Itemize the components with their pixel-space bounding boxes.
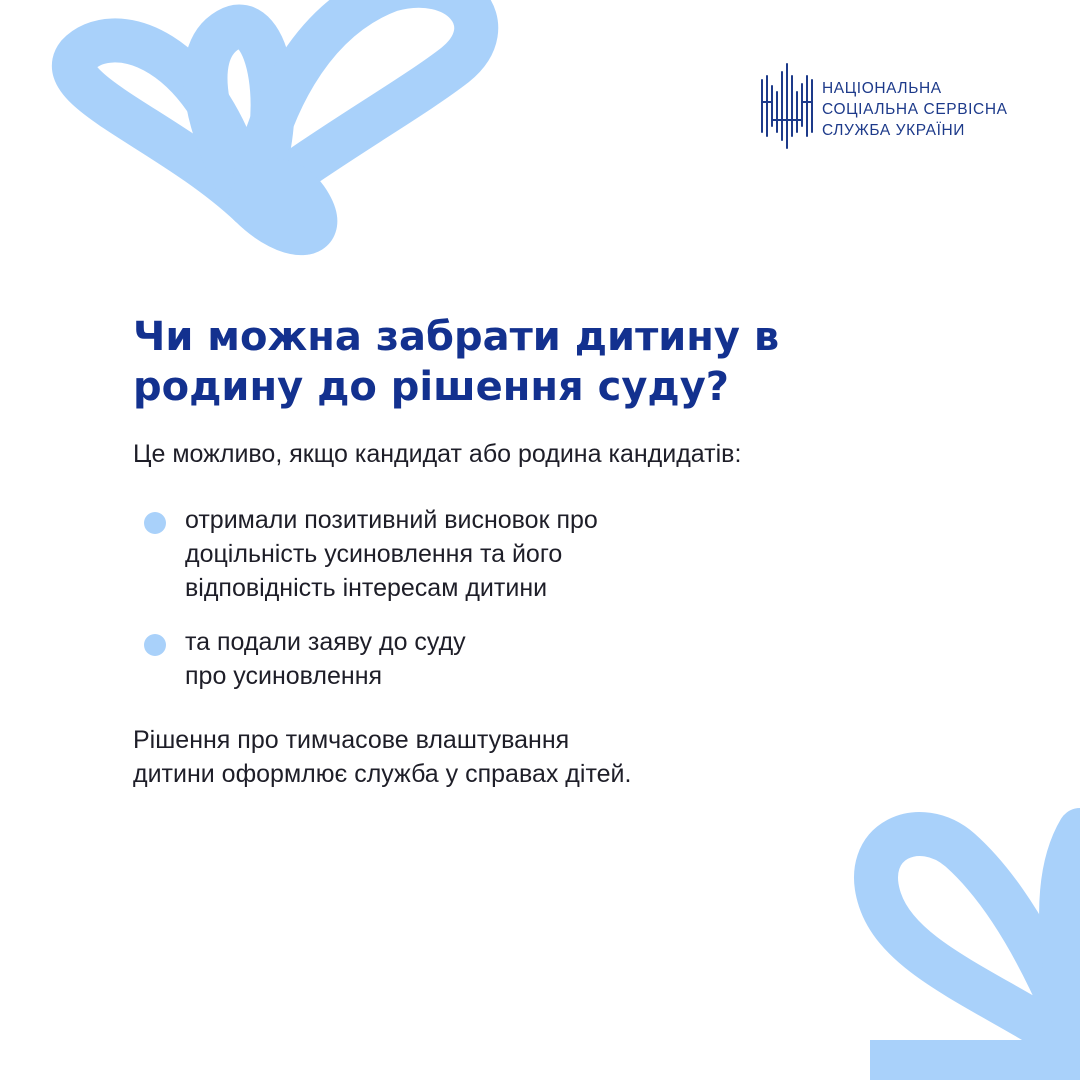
brand-name (822, 78, 1008, 141)
list-item-line: про усиновлення (185, 662, 383, 690)
petal-br-bottom (960, 1050, 1080, 1080)
list-item-line: доцільність усиновлення та його (185, 540, 563, 568)
list-item-line: та подали заяву до суду (185, 628, 466, 656)
brand-logo (758, 62, 1008, 150)
list-item-text (185, 625, 466, 693)
petal-left (74, 40, 250, 205)
outro-line: дитини оформлює служба у справах дітей. (133, 760, 632, 788)
brand-line: СЛУЖБА УКРАЇНИ (822, 122, 966, 139)
title-line: Чи можна забрати дитину в (133, 314, 780, 360)
list-item-line: отримали позитивний висновок про (185, 506, 598, 534)
page-title (133, 312, 953, 412)
outro-line: Рішення про тимчасове влаштування (133, 726, 570, 754)
outro-text (133, 723, 631, 791)
list-item-text (185, 503, 598, 605)
petal-down (250, 181, 315, 234)
list-item-line: відповідність інтересам дитини (185, 574, 548, 602)
petal-br-top (1061, 830, 1080, 1050)
nsss-logo-icon (758, 62, 814, 150)
petal-br-left (876, 834, 1080, 1050)
title-line: родину до рішення суду? (133, 364, 729, 410)
bullet-dot-icon (144, 634, 166, 656)
brand-line: СОЦІАЛЬНА СЕРВІСНА (822, 101, 1008, 118)
petal-right (250, 0, 476, 205)
bullet-dot-icon (144, 512, 166, 534)
intro-text: Це можливо, якщо кандидат або родина кандидатів: (133, 440, 742, 468)
petal-middle (206, 27, 273, 205)
brand-line: НАЦІОНАЛЬНА (822, 80, 942, 97)
